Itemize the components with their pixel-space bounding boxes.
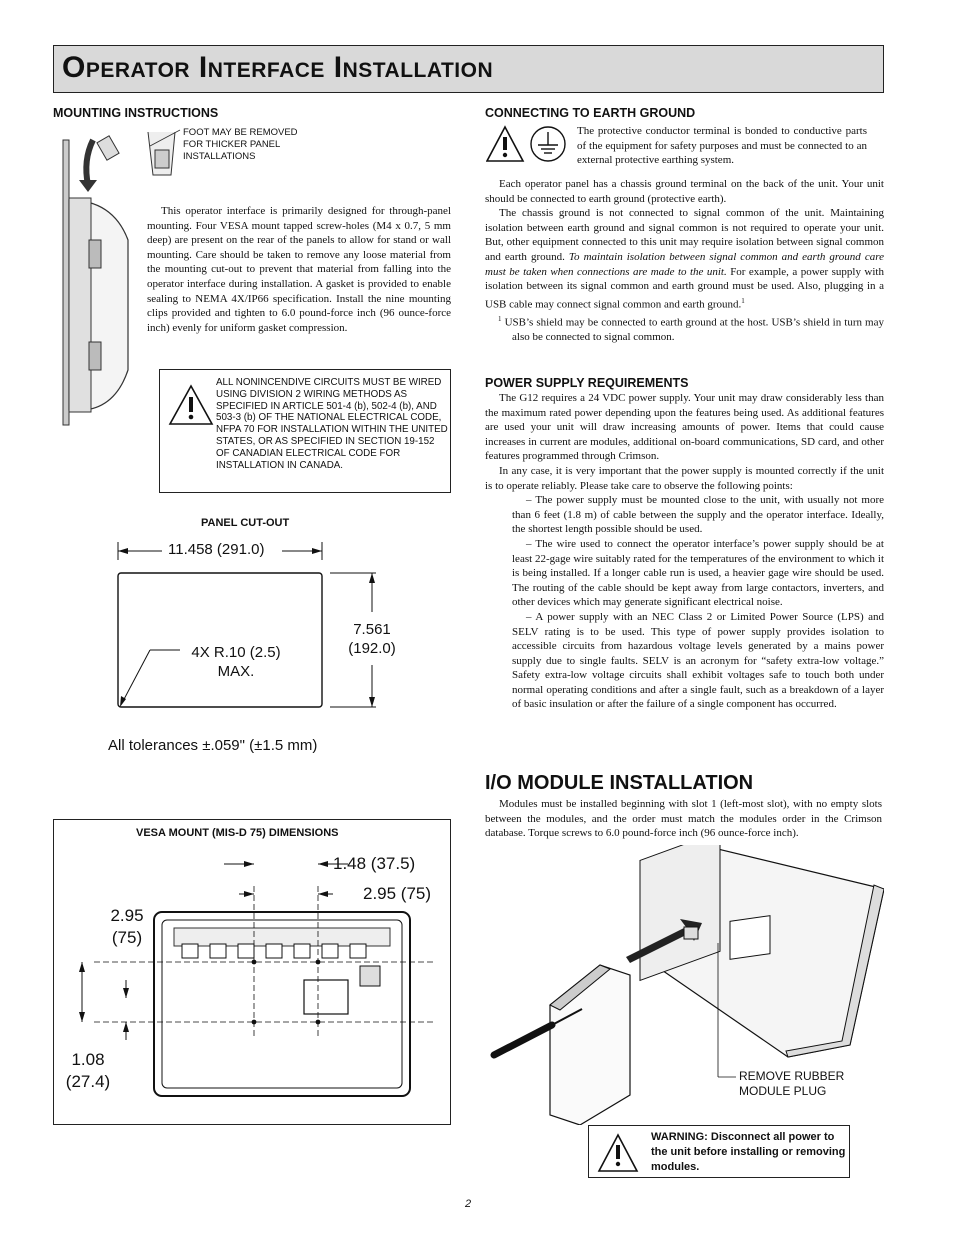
power-heading: POWER SUPPLY REQUIREMENTS — [485, 376, 689, 390]
title-bar — [53, 45, 884, 93]
earth-heading: CONNECTING TO EARTH GROUND — [485, 106, 696, 120]
mounting-text: This operator interface is primarily designed for through-panel mounting. Four VESA mount tapped screw-holes (M4 x 0.7, 5 mm deep) are present on the rear of the panels to allow for stand or wall mounting. Care should be taken to remove any loose material from the mounting cut-out to prevent that material from falling into the operator interface during installation. A gasket is provided to enable sealing to NEMA 4X/IP66 specification. Install the nine mounting clips provided and tighten to 6.0 pound-force inch (96 ounce-force inch) evenly for uniform gasket compression. — [147, 205, 451, 334]
cutout-radius-value: 4X R.10 (2.5) — [191, 644, 281, 661]
warning-icon — [168, 384, 214, 426]
earth-footnote — [485, 312, 884, 345]
power-body — [485, 391, 884, 712]
page-title: Operator Interface Installation — [62, 51, 494, 84]
earth-intro: The protective conductor terminal is bonded to conductive parts of the equipment for safety purposes and must be connected to an external protective earthing system. — [577, 125, 867, 167]
cutout-heading: PANEL CUT-OUT — [201, 517, 290, 529]
callout-line — [150, 128, 185, 148]
mounting-paragraph — [147, 204, 451, 335]
footnote-mark: 1 — [498, 315, 502, 323]
cutout-height-value: 7.561 — [353, 621, 391, 638]
earth-p2-a: The chassis ground is not connected to signal common of the unit. Maintaining isolation between earth ground and signal common is not required to operate your unit. But, other equipment connected to this unit may require isolation between signal common and earth ground. — [485, 207, 884, 263]
cutout-height-dim — [342, 620, 402, 658]
footnote-text: USB’s shield may be connected to earth ground at the host. USB’s shield in turn may also be connected to signal common. — [504, 316, 884, 344]
cutout-radius-max: MAX. — [217, 663, 255, 680]
vesa-heading: VESA MOUNT (MIS-D 75) DIMENSIONS — [136, 827, 339, 839]
vesa-dim-left1-metric: (75) — [111, 928, 143, 947]
vesa-dim-left2-metric: (27.4) — [65, 1072, 111, 1091]
page-number: 2 — [465, 1198, 472, 1210]
vesa-dim-left2-value: 1.08 — [71, 1050, 105, 1069]
vesa-dim-left1-value: 2.95 — [110, 906, 144, 925]
ground-icon — [531, 127, 565, 161]
foot-note-line: FOOT MAY BE REMOVED — [183, 127, 298, 138]
io-paragraph: Modules must be installed beginning with slot 1 (left-most slot), with no empty slots between the modules, and the order must match the modules order in the Crimson database. Torque screws to 6.0 pound-force inch (96 ounce-force inch). — [485, 798, 882, 840]
plug-label-line: MODULE PLUG — [739, 1084, 827, 1098]
io-body — [485, 797, 882, 841]
cutout-radius-dim — [178, 643, 294, 681]
warning-icon — [597, 1133, 639, 1173]
earth-p2-b: For example, a power supply with isolation between its signal common and earth ground must be used. Also, plugging in a USB cable may connect signal common and earth ground. — [485, 265, 884, 311]
tolerance-note: All tolerances ±.059" (±1.5 mm) — [108, 737, 318, 754]
earth-p2: The chassis ground is not connected to signal common of the unit. Maintaining isolation between earth ground and signal common is not required to operate your unit. But, other equipment connected to this unit may require isolation between signal common and earth ground. To maintain isolation between signal common and earth ground care must be taken when connections are made to the unit. For example, a power supply with isolation between its signal common and earth ground must be used. Also, plugging in a USB cable may connect signal common and earth ground.$^1$ — [485, 207, 884, 311]
vesa-dim-top2: 2.95 (75) — [363, 884, 432, 903]
vesa-dim-left2 — [60, 1049, 116, 1093]
foot-note-line: INSTALLATIONS — [183, 151, 256, 162]
plug-label — [739, 1069, 844, 1099]
power-bullet: – A power supply with an NEC Class 2 or Limited Power Source (LPS) and SELV rating is to be used. This type of power supply provides isolation to accessible circuits from hazardous voltage levels generated by a mains power supply due to single faults. SELV is an acronym for “safety extra-low voltage.” Safety extra-low voltage circuits shall exhibit voltages safe to touch both under normal operating conditions and after a single fault, such as a breakdown of a layer of basic insulation or after the failure of a single component has occurred. — [485, 610, 884, 712]
mounting-heading: MOUNTING INSTRUCTIONS — [53, 106, 219, 120]
nonincendive-text: ALL NONINCENDIVE CIRCUITS MUST BE WIRED USING DIVISION 2 WIRING METHODS AS SPECIFIED IN ARTICLE 501-4 (b), 502-4 (b), AND 503-3 (b) OF THE NATIONAL ELECTRICAL CODE, NFPA 70 FOR INSTALLATION WITHIN THE UNITED STATES, OR AS SPECIFIED IN SECTION 19-152 OF CANADIAN ELECTRICAL CODE FOR INSTALLATION IN CANADA. — [216, 377, 448, 471]
earth-icons — [486, 124, 570, 164]
earth-p2-italic: To maintain isolation between signal common and earth ground care must be taken when connections are made to the unit. — [485, 250, 884, 278]
power-bullet: – The wire used to connect the operator interface’s power supply should be at least 22-gage wire suitably rated for the temperatures of the environment to which it is being installed. If a longer cable run is used, a heavier gage wire should be used. The routing of the cable should be kept away from large contactors, inverters, and other devices which may generate significant electrical noise. — [485, 537, 884, 610]
vesa-dim-top1: 1.48 (37.5) — [333, 854, 416, 873]
module-warning-text: WARNING: Disconnect all power to the unit before installing or removing modules. — [651, 1131, 846, 1173]
power-p2: In any case, it is very important that the power supply is mounted correctly if the unit is to operate reliably. Please take care to observe the following points: — [485, 464, 884, 492]
foot-note — [183, 127, 333, 163]
power-p1: The G12 requires a 24 VDC power supply. Your unit may draw considerably less than the maximum rated power depending upon the features being used. As additional features are used your unit will draw increasing amounts of power. Items that could cause increases in current are modules, additional on-board communications, SD card, and other features programmed through Crimson. — [485, 392, 884, 463]
io-heading: I/O MODULE INSTALLATION — [485, 772, 754, 794]
cutout-height-metric: (192.0) — [348, 640, 396, 657]
power-bullet: – The power supply must be mounted close to the unit, with usually not more than 6 feet (1.8 m) of cable between the supply and the operator interface. Ideally, the shortest length possible should be used. — [485, 493, 884, 537]
earth-body — [485, 177, 884, 345]
foot-note-line: FOR THICKER PANEL — [183, 139, 281, 150]
cutout-width-dim: 11.458 (291.0) — [168, 541, 265, 558]
earth-p1: Each operator panel has a chassis ground terminal on the back of the unit. Your unit should be connected to earth ground (protective earth). — [485, 178, 884, 205]
vesa-dim-left1 — [105, 905, 149, 949]
nonincendive-warning-box — [159, 369, 451, 493]
plug-label-line: REMOVE RUBBER — [739, 1069, 845, 1083]
module-warning-box — [588, 1125, 850, 1178]
